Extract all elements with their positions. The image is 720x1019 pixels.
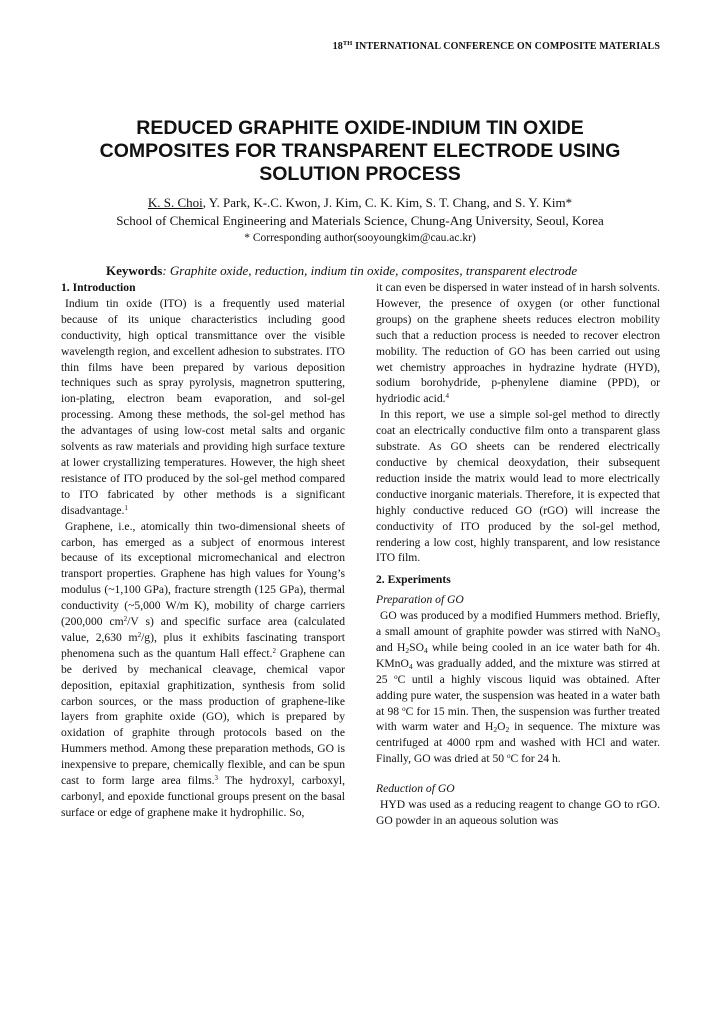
- header-number: 18: [332, 41, 343, 52]
- intro-paragraph-1: [61, 296, 345, 519]
- subscript: 4: [423, 645, 428, 655]
- keywords-text: : Graphite oxide, reduction, indium tin oxide, composites, transparent electrode: [162, 263, 578, 278]
- section-heading-experiments: 2. Experiments: [376, 573, 451, 587]
- continuation-text: it can even be dispersed in water instead of in harsh solvents. However, the presence of oxygen (or other functional groups) on the graphene sheets reduces electron mobility such that a reduction process is needed to recover electron mobility. The reduction of GO has been carried out using wet chemistry approaches in hydrazine hydrate (HYD), sodium borohydride, p-phenylene diamine (PPD), or hydriodic acid.: [376, 281, 660, 406]
- conference-header: [0, 41, 660, 52]
- intro-paragraph-3: In this report, we use a simple sol-gel method to directly coat an electrically conductive film onto a transparent glass substrate. As GO sheets can be rendered electrically conductive by chemical deoxydation, their subsequent reduction inside the matrix would lead to more electrically conductive inorganic materials. Therefore, it is expected that highly conductive reduced GO (rGO) will increase the conductivity of ITO produced by the sol-gel method, rendering a low cost, highly transparent, and low resistance ITO film.: [376, 408, 660, 565]
- degree-superscript: o: [402, 704, 406, 713]
- prep-text: C for 15 min. Then, the suspension was further treated with warm water and H: [376, 704, 660, 734]
- subscript: 4: [408, 661, 413, 671]
- prep-text: in sequence. The mixture was centrifuged at 4000 rpm and washed with HCl and water. Finally, GO was dried at 50: [376, 720, 660, 766]
- intro-p2-text-a: Graphene, i.e., atomically thin two-dimensional sheets of carbon, has emerged as a subject of enormous interest because of its exceptional micromechanical and electron transport properties. Graphene has high values for Young’s modulus (~1,100 GPa), fracture strength (125 GPa), thermal conductivity (~5,000 W/m K), mobility of charge carriers (200,000 cm: [61, 519, 345, 629]
- subsection-heading-reduction: Reduction of GO: [376, 782, 455, 796]
- subscript: 2: [505, 725, 510, 735]
- intro-p2-text-b: /V s) and specific surface area (calculated value, 2,630 m: [61, 615, 345, 644]
- intro-p2-text-d: Graphene can be derived by mechanical cleavage, chemical vapor deposition, epitaxial graphitization, synthesis from solid carbon sources, or the mass production of graphene-like layers from graphite oxide (GO), which is prepared by oxidation of graphite through protocols based on the Hummers method. Among these preparation methods, GO is inexpensive to prepare, chemically flexible, and can be spun cast to form large area films.: [61, 646, 345, 788]
- paper-title: [40, 117, 680, 186]
- prep-text: GO was produced by a modified Hummers method. Briefly, a small amount of graphite powder was stirred with NaNO: [376, 609, 660, 639]
- prep-text: O: [497, 720, 506, 734]
- citation-3: 3: [214, 774, 219, 783]
- intro-p2-text-e: The hydroxyl, carboxyl, carbonyl, and epoxide functional groups present on the basal surface or edge of graphene make it hydrophilic. So,: [61, 774, 346, 819]
- affiliation: School of Chemical Engineering and Materials Science, Chung-Ang University, Seoul, Korea: [116, 213, 604, 228]
- presenting-author: K. S. Choi: [147, 195, 203, 210]
- title-line-2: COMPOSITES FOR TRANSPARENT ELECTRODE USING: [99, 140, 621, 162]
- prep-text: C until a highly viscous liquid was obtained. After adding pure water, the suspension was heated in a water bath at 98: [376, 672, 660, 718]
- header-superscript: TH: [342, 40, 353, 47]
- subsection-heading-preparation: Preparation of GO: [376, 593, 464, 607]
- author-list: [40, 194, 680, 211]
- subscript: 2: [493, 725, 498, 735]
- keywords-label: Keywords: [106, 263, 163, 278]
- subscript: 3: [656, 630, 660, 640]
- prep-text: while being cooled in an ice water bath for 4h. KMnO: [376, 640, 660, 670]
- prep-text: and H: [376, 640, 406, 654]
- prep-text: was gradually added, and the mixture was stirred at 25: [376, 656, 660, 686]
- corresponding-author: * Corresponding author(sooyoungkim@cau.ac.kr): [244, 232, 476, 244]
- keywords: [106, 262, 706, 279]
- reduction-paragraph: HYD was used as a reducing reagent to change GO to rGO. GO powder in an aqueous solution was: [376, 798, 660, 827]
- superscript: 2: [137, 630, 142, 639]
- preparation-paragraph: [376, 608, 660, 767]
- intro-p1-text: Indium tin oxide (ITO) is a frequently used material because of its unique characteristics including good conductivity, high optical transmittance over the visible wavelength region, and excellent adhesion to substrates. ITO thin films have been prepared by various deposition techniques such as spray pyrolysis, magnetron sputtering, ion-plating, electron beam evaporation, and sol-gel processing. Among these methods, the sol-gel method has the advantages of using low-cost metal salts and organic solvents as raw materials and providing high surface texture at lower crystallizing temperatures. However, the high sheet resistance of ITO produced by the sol-gel method compared to ITO fabricated by other methods is a significant disadvantage.: [61, 296, 345, 517]
- degree-superscript: o: [394, 672, 398, 681]
- intro-continuation: [376, 280, 660, 407]
- prep-text: C for 24 h.: [510, 752, 561, 766]
- header-text: INTERNATIONAL CONFERENCE ON COMPOSITE MATERIALS: [352, 41, 660, 52]
- superscript: 2: [123, 615, 128, 624]
- citation-2: 2: [272, 646, 277, 655]
- intro-paragraph-2: [61, 519, 345, 821]
- title-line-1: REDUCED GRAPHITE OXIDE-INDIUM TIN OXIDE: [136, 117, 584, 139]
- co-authors: , Y. Park, K-.C. Kwon, J. Kim, C. K. Kim, S. T. Chang, and S. Y. Kim*: [202, 195, 573, 210]
- title-line-3: SOLUTION PROCESS: [259, 163, 461, 185]
- right-column: [376, 280, 660, 829]
- prep-text: SO: [409, 640, 424, 654]
- left-column: [61, 280, 345, 821]
- intro-p2-text-c: /g), plus it exhibits fascinating transport phenomena such as the quantum Hall effect.: [61, 630, 346, 660]
- section-heading-introduction: 1. Introduction: [61, 281, 136, 294]
- subscript: 2: [405, 645, 410, 655]
- citation-4: 4: [445, 392, 450, 401]
- citation-1: 1: [124, 503, 128, 512]
- degree-superscript: o: [506, 752, 511, 761]
